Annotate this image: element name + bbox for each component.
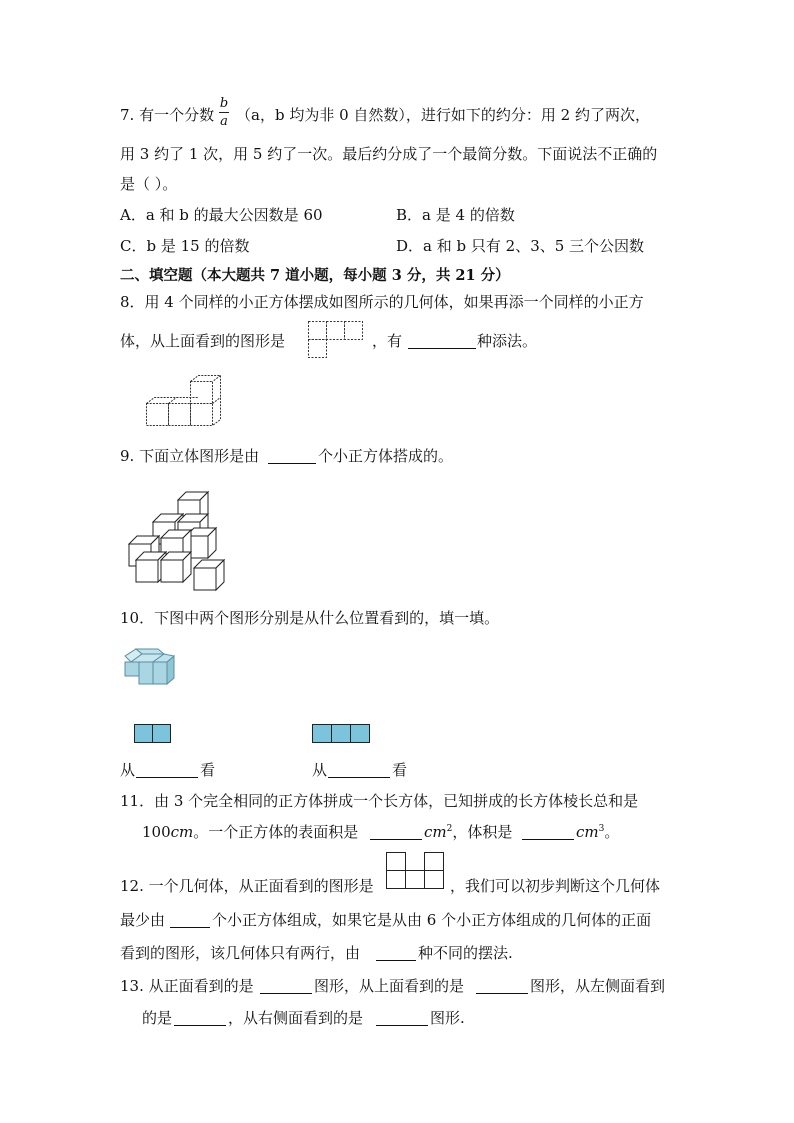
q7-option-c: C．b 是 15 的倍数	[120, 237, 250, 255]
q9-text-a: 9. 下面立体图形是由	[120, 447, 260, 465]
q11-text-d: 。	[604, 823, 620, 841]
q10-answer-blank-2[interactable]	[328, 762, 390, 778]
section2-title: 二、填空题（本大题共 7 道小题，每小题 3 分，共 21 分）	[120, 267, 510, 284]
q7-line1	[120, 105, 214, 125]
q13-answer-blank-1[interactable]	[260, 978, 312, 994]
q7-line3: 是（ ）。	[120, 175, 178, 193]
q7-fraction-denominator: a	[220, 114, 228, 129]
q12-answer-blank-2[interactable]	[376, 945, 416, 961]
q11-unit-cm2: cm	[424, 823, 447, 841]
q11-answer-blank-2[interactable]	[522, 824, 574, 840]
q7-line1-rest: （a，b 均为非 0 自然数），进行如下的约分：用 2 约了两次，	[236, 106, 650, 124]
q8-line2b: ，有	[372, 332, 403, 350]
q7-option-d: D．a 和 b 只有 2、3、5 三个公因数	[396, 237, 645, 255]
q12-answer-blank-1[interactable]	[170, 912, 210, 928]
q7-fraction-numerator: b	[219, 96, 229, 111]
q8-answer-blank[interactable]	[408, 333, 476, 349]
q13-line2b: ，从右侧面看到的是	[228, 1009, 364, 1027]
q7-option-a: A．a 和 b 的最大公因数是 60	[120, 206, 323, 224]
q11-number: 100	[142, 823, 171, 841]
q7-prefix: 7. 有一个分数	[120, 106, 215, 124]
q7-fraction-bar	[219, 112, 229, 113]
q10-cube-figure	[124, 648, 176, 688]
q12-line2a: 最少由	[120, 911, 166, 929]
q13-line1b: 图形，从上面看到的是	[314, 977, 465, 995]
q13-line2a: 的是	[142, 1009, 173, 1027]
q8-cube-figure	[146, 375, 228, 429]
q8-top-view-figure	[308, 321, 364, 359]
q11-line1: 11．由 3 个完全相同的正方体拼成一个长方体，已知拼成的长方体棱长总和是	[120, 792, 639, 810]
q12-line3a: 看到的图形，该几何体只有两行，由	[120, 944, 361, 962]
q12-line1a: 12. 一个几何体，从正面看到的图形是	[120, 877, 374, 895]
q10-view-2-squares	[134, 724, 171, 744]
q12-line2b: 个小正方体组成，如果它是从由 6 个小正方体组成的几何体的正面	[212, 911, 652, 929]
q8-line1: 8．用 4 个同样的小正方体摆成如图所示的几何体，如果再添一个同样的小正方	[120, 293, 644, 311]
q10-from2-a: 从	[312, 761, 328, 779]
q7-line2: 用 3 约了 1 次，用 5 约了一次。最后约分成了一个最简分数。下面说法不正确的	[120, 145, 658, 163]
q12-line1b: ，我们可以初步判断这个几何体	[450, 877, 661, 895]
q10-from2-b: 看	[392, 761, 408, 779]
q10-view-3-squares	[312, 724, 370, 744]
q11-text-b: 。一个正方体的表面积是	[193, 823, 359, 841]
q10-from-a: 从	[120, 761, 136, 779]
q13-line2c: 图形.	[430, 1009, 465, 1027]
q11-unit: cm	[170, 823, 194, 841]
q11-sup-2: 2	[446, 824, 453, 834]
q8-line2a: 体，从上面看到的图形是	[120, 332, 286, 350]
q9-cube-figure	[128, 490, 230, 592]
q10-text: 10．下图中两个图形分别是从什么位置看到的，填一填。	[120, 609, 500, 627]
q11-answer-blank-1[interactable]	[370, 824, 422, 840]
q10-from-b: 看	[200, 761, 216, 779]
q11-unit-cm3: cm	[576, 823, 599, 841]
q10-answer-blank-1[interactable]	[136, 762, 198, 778]
q11-text-c: ，体积是	[452, 823, 513, 841]
q9-text-b: 个小正方体搭成的。	[318, 447, 454, 465]
q12-line3b: 种不同的摆法.	[418, 944, 513, 962]
q11-unit-volume	[576, 822, 619, 842]
q13-line1a: 13. 从正面看到的是	[120, 977, 254, 995]
q13-line1c: 图形，从左侧面看到	[530, 977, 666, 995]
q11-sup-3: 3	[598, 824, 605, 834]
q13-answer-blank-4[interactable]	[376, 1010, 428, 1026]
q12-front-view-figure	[386, 852, 444, 890]
q13-answer-blank-3[interactable]	[174, 1010, 226, 1026]
q11-unit-area	[424, 822, 512, 842]
q7-option-b: B．a 是 4 的倍数	[396, 206, 515, 224]
q13-answer-blank-2[interactable]	[476, 978, 528, 994]
q9-answer-blank[interactable]	[268, 448, 316, 464]
q11-line2	[142, 822, 358, 842]
q8-line2c: 种添法。	[477, 332, 538, 350]
